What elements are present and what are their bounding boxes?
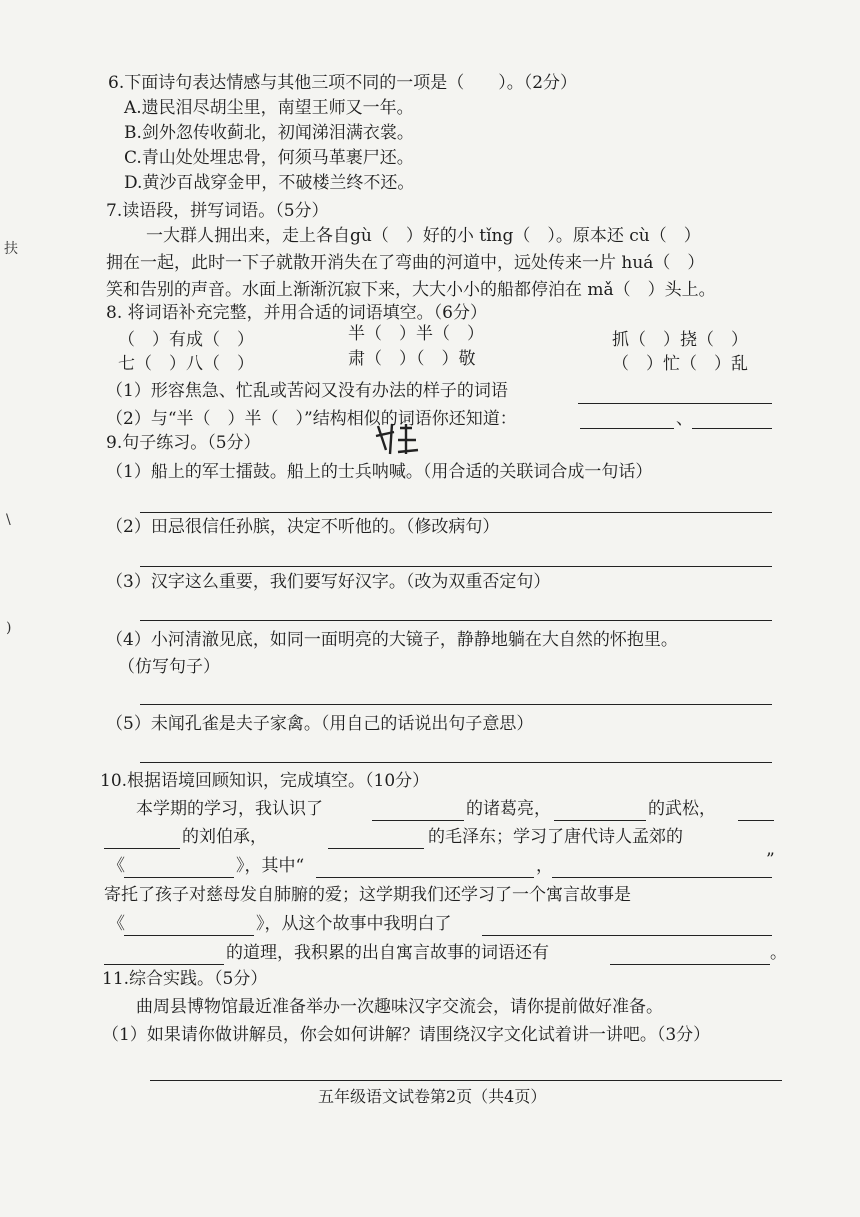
q8-sub2: （2）与“半（ ）半（ ）”结构相似的词语你还知道： bbox=[106, 409, 517, 429]
q6-option-c: C.青山处处埋忠骨，何须马革裹尸还。 bbox=[124, 148, 414, 168]
q11-intro: 曲周县博物馆最近准备举办一次趣味汉字交流会，请你提前做好准备。 bbox=[136, 997, 663, 1017]
answer-line[interactable] bbox=[140, 566, 772, 567]
q6-option-d: D.黄沙百战穿金甲，不破楼兰终不还。 bbox=[124, 173, 415, 193]
answer-line[interactable] bbox=[104, 964, 224, 965]
q10-text: ” bbox=[766, 850, 775, 870]
q9-item-3: （3）汉字这么重要，我们要写好汉字。（改为双重否定句） bbox=[106, 572, 551, 592]
q9-item-2: （2）田忌很信任孙膑，决定不听他的。（修改病句） bbox=[106, 517, 500, 537]
answer-line[interactable] bbox=[140, 512, 772, 513]
answer-line[interactable] bbox=[482, 935, 772, 936]
q10-text: 。 bbox=[770, 943, 787, 963]
margin-mark: \ bbox=[6, 512, 11, 528]
q6-option-b: B.剑外忽传收蓟北，初闻涕泪满衣裳。 bbox=[124, 123, 414, 143]
handwritten-scribble-icon bbox=[372, 420, 432, 460]
q10-text: 》，从这个故事中我明白了 bbox=[256, 914, 452, 934]
margin-mark: ) bbox=[6, 620, 12, 636]
q6-stem: 6.下面诗句表达情感与其他三项不同的一项是（ ）。（2分） bbox=[108, 73, 578, 93]
q10-text: ， bbox=[536, 856, 553, 876]
answer-line[interactable] bbox=[578, 403, 772, 404]
q10-text: 的刘伯承， bbox=[182, 827, 267, 847]
q8-word: 肃（ ）（ ）敬 bbox=[348, 349, 476, 369]
q9-item-1: （1）船上的军士擂鼓。船上的士兵呐喊。（用合适的关联词合成一句话） bbox=[106, 462, 653, 482]
answer-line[interactable] bbox=[328, 848, 424, 849]
answer-line[interactable] bbox=[140, 762, 772, 763]
q9-stem: 9.句子练习。（5分） bbox=[106, 433, 261, 453]
q9-item-4-note: （仿写句子） bbox=[118, 657, 220, 677]
q10-text: 》，其中“ bbox=[236, 856, 305, 876]
q9-item-5: （5）未闻孔雀是夫子家禽。（用自己的话说出句子意思） bbox=[106, 714, 534, 734]
q10-text: 《 bbox=[108, 856, 125, 876]
margin-binding-char: 扶 bbox=[4, 241, 18, 257]
q11-sub1: （1）如果请你做讲解员，你会如何讲解？请围绕汉字文化试着讲一讲吧。（3分） bbox=[102, 1025, 711, 1045]
answer-line[interactable] bbox=[554, 820, 646, 821]
answer-line[interactable] bbox=[372, 820, 464, 821]
answer-line[interactable] bbox=[610, 964, 770, 965]
answer-line[interactable] bbox=[692, 428, 772, 429]
q6-option-a: A.遗民泪尽胡尘里，南望王师又一年。 bbox=[124, 98, 414, 118]
q7-line-1: 一大群人拥出来，走上各自gù（ ）好的小 tǐng（ ）。原本还 cù（ ） bbox=[146, 226, 701, 246]
q8-word: 抓（ ）挠（ ） bbox=[612, 330, 748, 350]
answer-line[interactable] bbox=[150, 1080, 782, 1081]
q7-line-3: 笑和告别的声音。水面上渐渐沉寂下来，大大小小的船都停泊在 mǎ（ ）头上。 bbox=[106, 280, 716, 300]
q7-line-2: 拥在一起，此时一下子就散开消失在了弯曲的河道中，远处传来一片 huá（ ） bbox=[106, 253, 705, 273]
q10-text: 的诸葛亮， bbox=[466, 799, 551, 819]
q8-separator: 、 bbox=[676, 409, 693, 429]
q8-word: （ ）有成（ ） bbox=[118, 330, 254, 350]
answer-line[interactable] bbox=[552, 877, 772, 878]
q8-word: （ ）忙（ ）乱 bbox=[612, 354, 748, 374]
q8-word: 七（ ）八（ ） bbox=[118, 354, 254, 374]
q10-text: 寄托了孩子对慈母发自肺腑的爱；这学期我们还学习了一个寓言故事是 bbox=[104, 885, 631, 905]
q11-stem: 11.综合实践。（5分） bbox=[102, 969, 268, 989]
answer-line[interactable] bbox=[140, 620, 772, 621]
answer-line[interactable] bbox=[124, 877, 234, 878]
answer-line[interactable] bbox=[140, 704, 772, 705]
q8-word: 半（ ）半（ ） bbox=[348, 324, 484, 344]
q8-stem: 8. 将词语补充完整，并用合适的词语填空。（6分） bbox=[106, 303, 487, 323]
q8-sub1: （1）形容焦急、忙乱或苦闷又没有办法的样子的词语 bbox=[106, 381, 508, 401]
q10-text: 的武松， bbox=[648, 799, 716, 819]
answer-line[interactable] bbox=[580, 428, 674, 429]
answer-line[interactable] bbox=[316, 877, 534, 878]
answer-line[interactable] bbox=[104, 848, 180, 849]
q10-text: 《 bbox=[108, 914, 125, 934]
answer-line[interactable] bbox=[124, 935, 254, 936]
answer-line[interactable] bbox=[738, 820, 774, 821]
q9-item-4: （4）小河清澈见底，如同一面明亮的大镜子，静静地躺在大自然的怀抱里。 bbox=[106, 630, 678, 650]
page-footer: 五年级语文试卷第2页（共4页） bbox=[318, 1087, 547, 1106]
q10-text: 的道理，我积累的出自寓言故事的词语还有 bbox=[226, 943, 549, 963]
q10-stem: 10.根据语境回顾知识，完成填空。（10分） bbox=[100, 771, 430, 791]
q10-text: 本学期的学习，我认识了 bbox=[136, 799, 323, 819]
q10-text: 的毛泽东；学习了唐代诗人孟郊的 bbox=[428, 827, 683, 847]
q7-stem: 7.读语段，拼写词语。（5分） bbox=[106, 201, 329, 221]
